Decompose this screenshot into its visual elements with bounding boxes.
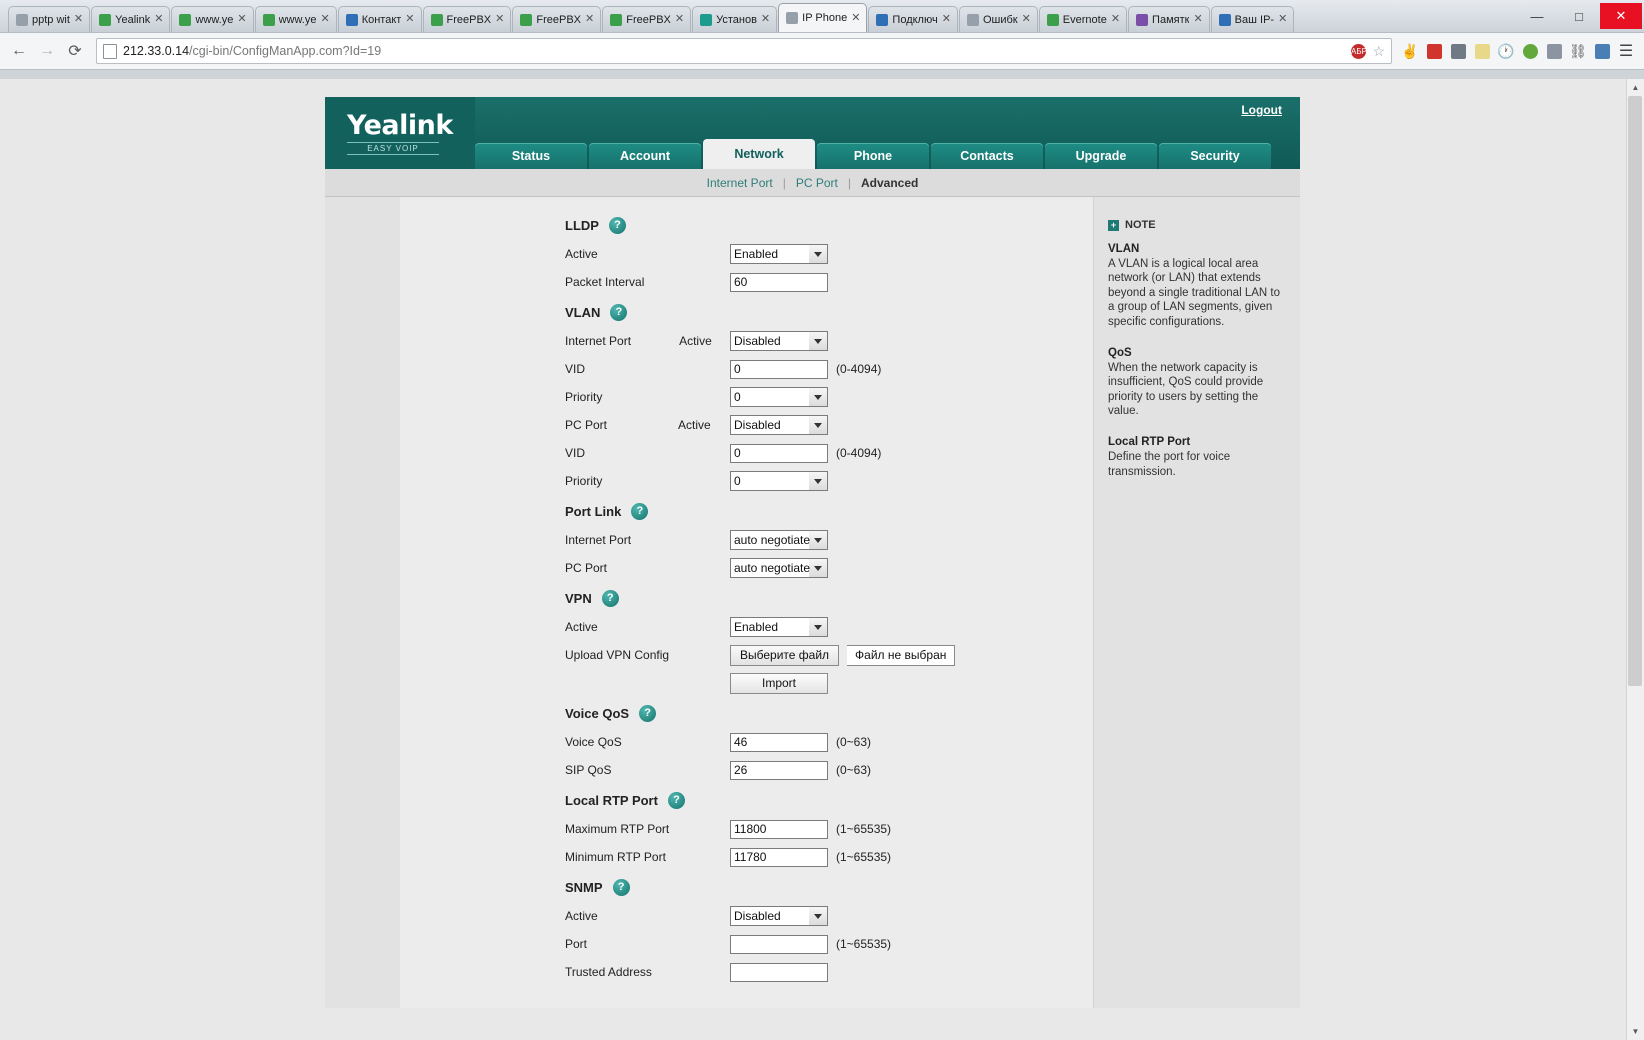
lldp-active-control [730,244,828,264]
adblock-icon[interactable]: АБР [1351,44,1366,59]
voice-qos-hint: (0~63) [836,735,872,749]
voice-qos-header [400,699,1093,728]
lldp-packet-interval-row [400,268,1093,296]
help-icon[interactable]: ? [631,503,648,520]
min-rtp-hint: (1~65535) [836,850,892,864]
lldp-active-row [400,240,1093,268]
tab-label: Контакт [361,13,402,26]
extension-link-icon[interactable]: ⛓ [1569,42,1587,59]
subnav-internet-port[interactable]: Internet Port [706,175,773,190]
sip-qos-input[interactable] [730,761,828,780]
snmp-title: SNMP [565,880,603,895]
vpn-file-control [730,645,955,666]
vpn-active-select-wrap[interactable] [730,617,828,637]
max-rtp-input[interactable] [730,820,828,839]
snmp-trusted-label: Trusted Address [565,965,652,979]
vlan-internet-active-select-wrap[interactable] [730,331,828,351]
tab-close-icon[interactable]: ✕ [405,13,415,25]
browser-tab[interactable] [255,6,337,32]
extension-note-icon[interactable] [1470,38,1494,64]
yealink-config-page [325,97,1300,1008]
tab-label: www.ye [195,13,234,26]
min-rtp-row [400,843,1093,871]
vlan-internet-active-select[interactable] [730,331,828,351]
vlan-internet-active-row [400,327,1093,355]
vlan-internet-vid-row [400,355,1093,383]
url-host: 212.33.0.14 [123,44,190,58]
chosen-file-name: Файл не выбран [847,645,955,666]
port-link-internet-select-wrap[interactable] [730,530,828,550]
vlan-internet-active-control [730,331,828,351]
main-nav-tabs [475,139,1273,169]
vlan-pc-active-row [400,411,1093,439]
section-vlan [400,298,1093,495]
vlan-pc-priority-select-wrap[interactable] [730,471,828,491]
tab-close-icon[interactable]: ✕ [760,13,771,25]
section-lldp [400,211,1093,296]
tab-favicon-icon [967,14,979,26]
note-title-rtp: Local RTP Port [1108,436,1191,449]
browser-tab-active[interactable] [778,3,867,32]
vpn-active-control [730,617,828,637]
maximize-button[interactable]: □ [1575,8,1583,24]
voice-qos-input[interactable] [730,733,828,752]
vlan-header [400,298,1093,327]
tab-upgrade[interactable]: Upgrade [1045,143,1157,169]
min-rtp-control [730,848,891,867]
extension-mail-icon[interactable] [1590,38,1614,64]
section-voice-qos [400,699,1093,784]
yealink-header [325,97,1300,169]
vlan-title: VLAN [565,305,601,320]
port-link-pc-control [730,558,828,578]
tab-favicon-icon [1047,14,1059,26]
snmp-active-label: Active [565,909,598,923]
tab-favicon-icon [1136,14,1148,26]
help-icon[interactable]: ? [668,792,685,809]
tab-close-icon[interactable]: ✕ [73,13,84,25]
browser-toolbar [0,33,1644,70]
tab-status[interactable]: Status [475,143,587,169]
tab-network[interactable]: Network [703,139,815,169]
help-icon[interactable]: ? [613,879,630,896]
snmp-port-label: Port [565,937,588,951]
subnav-separator: | [782,175,786,190]
snmp-active-control [730,906,828,926]
tab-label: www.ye [278,13,317,26]
lldp-title: LLDP [565,218,599,233]
vlan-pc-vid-hint: (0-4094) [836,446,882,460]
note-header-label: NOTE [1125,219,1156,231]
tab-favicon-icon [263,14,275,26]
browser-tab[interactable] [338,6,422,32]
local-rtp-header [400,786,1093,815]
tab-label: Установ [716,13,757,26]
lldp-active-select-wrap[interactable] [730,244,828,264]
port-link-internet-control [730,530,828,550]
vpn-title: VPN [565,591,592,606]
tab-favicon-icon [786,12,798,24]
snmp-trusted-control [730,963,828,982]
snmp-trusted-row [400,958,1093,986]
port-link-pc-select[interactable] [730,558,828,578]
tab-close-icon[interactable]: ✕ [941,13,951,25]
note-text-qos: When the network capacity is insufficient, QoS could provide priority to users by setting the value. [1108,361,1264,417]
settings-form [400,197,1093,1008]
browser-tab[interactable] [1128,6,1210,32]
browser-tab[interactable] [512,6,601,32]
tab-strip [8,0,1516,32]
vlan-internet-vid-label: VID [565,362,586,376]
vlan-pc-vid-row [400,439,1093,467]
vlan-pc-active-select-wrap[interactable] [730,415,828,435]
tab-favicon-icon [876,14,888,26]
scroll-up-icon[interactable]: ▲ [1627,79,1644,96]
vlan-pc-active-label: Active [678,418,711,432]
tab-favicon-icon [16,14,28,26]
extension-leaf-icon[interactable] [1518,38,1542,64]
sip-qos-label: SIP QoS [565,763,612,777]
browser-tab[interactable] [868,6,958,32]
tab-close-icon[interactable]: ✕ [1278,13,1288,25]
voice-qos-label: Voice QoS [565,735,622,749]
help-icon[interactable]: ? [609,217,626,234]
vlan-pc-priority-row [400,467,1093,495]
port-link-title: Port Link [565,504,622,519]
tab-label: FreePBX [446,13,492,26]
extension-print-icon[interactable] [1542,38,1566,64]
extension-clock-icon[interactable]: 🕐 [1497,42,1515,59]
note-title-vlan: VLAN [1108,243,1140,255]
port-link-pc-label: PC Port [565,561,608,575]
vpn-active-select[interactable] [730,617,828,637]
tab-close-icon[interactable]: ✕ [154,13,164,25]
max-rtp-control [730,820,891,839]
tab-favicon-icon [520,14,532,26]
forward-icon[interactable]: → [39,42,55,59]
tab-close-icon[interactable]: ✕ [674,13,685,25]
tab-favicon-icon [179,14,191,26]
tab-favicon-icon [431,14,443,26]
reload-icon[interactable]: ⟳ [68,43,82,60]
vlan-pc-active-select[interactable] [730,415,828,435]
choose-file-button[interactable]: Выберите файл [730,645,839,666]
tab-close-icon[interactable]: ✕ [585,13,595,25]
lldp-header [400,211,1093,240]
note-text-rtp: Define the port for voice transmission. [1108,451,1231,478]
address-bar-icons [1351,43,1385,60]
tab-favicon-icon [346,14,358,26]
page-body [325,197,1300,1008]
section-snmp [400,873,1093,986]
voice-qos-row [400,728,1093,756]
vlan-pc-vid-control [730,444,881,463]
import-button[interactable]: Import [730,673,828,694]
vlan-internet-group-label [565,334,730,348]
tab-security[interactable]: Security [1159,143,1271,169]
port-link-internet-label: Internet Port [565,533,632,547]
sip-qos-control [730,761,871,780]
tab-label: Ваш IP- [1234,13,1275,26]
snmp-trusted-input[interactable] [730,963,828,982]
page-scrollbar[interactable] [1626,79,1644,1040]
tab-label: FreePBX [536,13,582,26]
vlan-pc-group-label [565,418,730,432]
note-header [1108,219,1286,231]
tab-label: Подключ [892,13,938,26]
tab-favicon-icon [610,14,622,26]
section-local-rtp-port [400,786,1093,871]
tab-close-icon[interactable]: ✕ [1110,13,1121,25]
browser-tab[interactable] [1039,6,1127,32]
extension-hand-icon[interactable]: ✌ [1401,42,1419,59]
back-icon[interactable]: ← [11,42,27,59]
lldp-active-select[interactable] [730,244,828,264]
help-icon[interactable]: ? [610,304,627,321]
vlan-internet-priority-select-wrap[interactable] [730,387,828,407]
browser-titlebar [0,0,1644,33]
scroll-down-icon[interactable]: ▼ [1627,1023,1644,1040]
browser-tab[interactable] [959,6,1038,32]
min-rtp-label: Minimum RTP Port [565,850,666,864]
extension-screenshot-icon[interactable] [1446,38,1470,64]
browser-tab[interactable] [8,6,90,32]
tab-account[interactable]: Account [589,143,701,169]
vlan-internet-priority-control [730,387,828,407]
tab-label: FreePBX [626,13,671,26]
tab-label: pptp wit [32,13,70,26]
max-rtp-hint: (1~65535) [836,822,892,836]
note-text-vlan: A VLAN is a logical local area network (or LAN) that extends beyond a single traditional LAN to a group of LAN segments, given specific configurations. [1108,258,1280,328]
browser-tab[interactable] [423,6,512,32]
min-rtp-input[interactable] [730,848,828,867]
vlan-pc-vid-input[interactable] [730,444,828,463]
url-path: /cgi-bin/ConfigManApp.com?Id=19 [189,44,382,58]
vpn-upload-row [400,641,1093,669]
vlan-pc-active-control [730,415,828,435]
lldp-packet-interval-control [730,273,828,292]
tab-favicon-icon [700,14,712,26]
window-controls [1516,0,1644,32]
tab-label: IP Phone [802,12,848,24]
vlan-internet-port-group: Internet Port [565,334,632,348]
max-rtp-label: Maximum RTP Port [565,822,670,836]
lldp-active-label: Active [565,247,598,261]
vlan-pc-priority-control [730,471,828,491]
sip-qos-hint: (0~63) [836,763,872,777]
subnav-advanced[interactable]: Advanced [860,175,919,190]
port-link-pc-select-wrap[interactable] [730,558,828,578]
tab-label: Ошибк [982,13,1018,26]
vlan-pc-priority-select[interactable] [730,471,828,491]
note-title-qos: QoS [1108,346,1132,359]
tab-close-icon[interactable]: ✕ [495,13,505,25]
tab-close-icon[interactable]: ✕ [237,13,247,25]
tab-close-icon[interactable]: ✕ [851,11,861,24]
snmp-port-row [400,930,1093,958]
snmp-active-row [400,902,1093,930]
expand-icon[interactable]: + [1108,220,1119,231]
vlan-pc-vid-label: VID [565,446,586,460]
snmp-port-control [730,935,891,954]
vpn-import-row [400,669,1093,697]
logo-text: Yealink [347,109,453,141]
close-window-button[interactable]: ✕ [1600,3,1642,29]
tab-phone[interactable]: Phone [817,143,929,169]
subnav-pc-port[interactable]: PC Port [795,175,838,190]
help-icon[interactable]: ? [639,705,656,722]
note-panel [1093,197,1300,1008]
browser-tab[interactable] [602,6,691,32]
vpn-active-row [400,613,1093,641]
yealink-logo [325,97,475,169]
minimize-button[interactable]: — [1530,8,1544,24]
browser-menu-icon[interactable]: ☰ [1618,43,1634,60]
tab-label: Yealink [115,13,151,26]
vlan-internet-vid-input[interactable] [730,360,828,379]
snmp-port-input[interactable] [730,935,828,954]
vlan-pc-port-group: PC Port [565,418,608,432]
page-viewport [0,79,1644,1040]
vlan-internet-priority-label: Priority [565,390,603,404]
vlan-internet-priority-row [400,383,1093,411]
vlan-internet-vid-control [730,360,881,379]
vlan-internet-active-label: Active [679,334,712,348]
snmp-active-select-wrap[interactable] [730,906,828,926]
lldp-packet-interval-input[interactable] [730,273,828,292]
scroll-thumb[interactable] [1628,96,1642,686]
tab-favicon-icon [1219,14,1231,26]
port-link-header [400,497,1093,526]
tab-contacts[interactable]: Contacts [931,143,1043,169]
lldp-packet-interval-label: Packet Interval [565,275,645,289]
local-rtp-title: Local RTP Port [565,793,658,808]
vlan-internet-vid-hint: (0-4094) [836,362,882,376]
browser-tab[interactable] [692,6,777,32]
logout-link[interactable]: Logout [1241,103,1282,117]
tab-close-icon[interactable]: ✕ [1193,13,1203,25]
snmp-active-select[interactable] [730,906,828,926]
vpn-active-label: Active [565,620,598,634]
port-link-pc-row [400,554,1093,582]
section-vpn [400,584,1093,697]
voice-qos-title: Voice QoS [565,706,630,721]
tab-close-icon[interactable]: ✕ [320,13,330,25]
snmp-header [400,873,1093,902]
sub-navigation [325,169,1300,197]
vpn-import-control [730,673,828,694]
tab-label: Памятк [1152,13,1190,26]
help-icon[interactable]: ? [602,590,619,607]
logo-tagline: EASY VOIP [347,142,439,155]
section-port-link [400,497,1093,582]
port-link-internet-select[interactable] [730,530,828,550]
address-bar[interactable] [96,38,1392,64]
max-rtp-row [400,815,1093,843]
browser-tab[interactable] [1211,6,1295,32]
left-rail [325,197,400,1008]
port-link-internet-row [400,526,1093,554]
subnav-separator: | [847,175,851,190]
bookmark-star-icon[interactable]: ☆ [1372,42,1385,59]
vpn-upload-label: Upload VPN Config [565,648,670,662]
tab-favicon-icon [99,14,111,26]
snmp-port-hint: (1~65535) [836,937,892,951]
vlan-pc-priority-label: Priority [565,474,603,488]
voice-qos-control [730,733,871,752]
page-info-icon[interactable] [103,44,117,59]
vlan-internet-priority-select[interactable] [730,387,828,407]
tab-label: Evernote [1062,13,1107,26]
vpn-header [400,584,1093,613]
browser-tab[interactable] [91,6,170,32]
tab-close-icon[interactable]: ✕ [1021,13,1031,25]
sip-qos-row [400,756,1093,784]
browser-tab[interactable] [171,6,253,32]
extension-red-icon[interactable] [1422,38,1446,64]
